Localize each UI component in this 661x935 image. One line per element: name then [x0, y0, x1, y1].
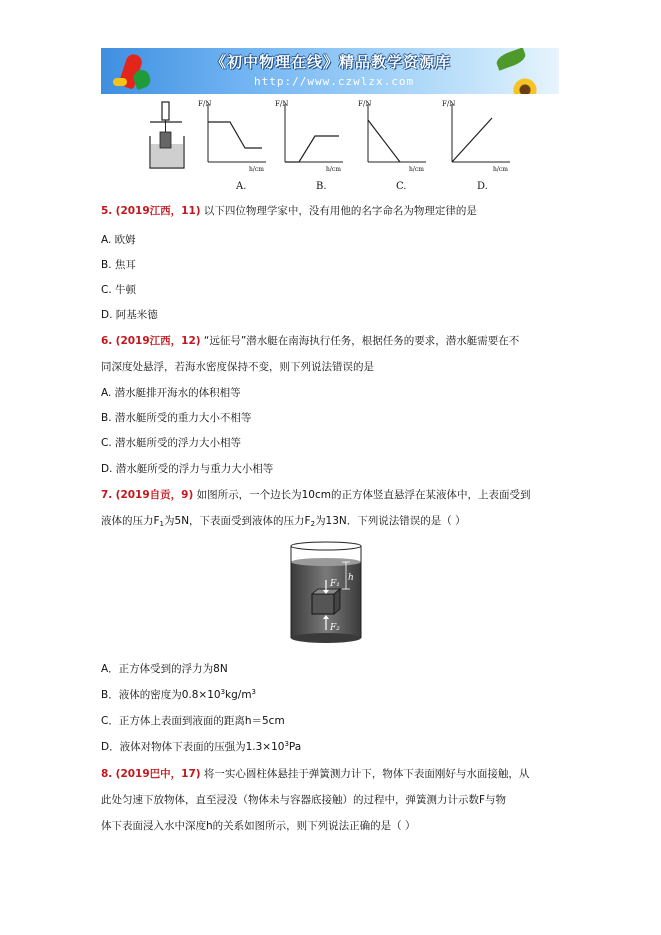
q7-stem-part-a: 液体的压力F — [101, 515, 160, 527]
figure-f1-label: F₁ — [330, 579, 340, 589]
header-title: 《初中物理在线》精品教学资源库 — [211, 53, 452, 71]
q7-option-d-unit: Pa — [288, 741, 302, 753]
q7-stem-line2 — [101, 516, 466, 527]
q5-source: (2019江西，11) — [115, 205, 201, 217]
q7-option-d — [101, 742, 301, 753]
logo-yellow-shape — [113, 78, 127, 86]
q8-number: 8. — [101, 768, 113, 780]
cylinder-cube-figure — [288, 540, 364, 648]
q6-option-d: D. 潜水艇所受的浮力与重力大小相等 — [101, 463, 274, 475]
graph-a-xlabel: h/cm — [249, 166, 264, 173]
q8-stem-text1: 将一实心圆柱体悬挂于弹簧测力计下，物体下表面刚好与水面接触，从 — [203, 768, 530, 780]
graph-d-label: D. — [477, 181, 488, 192]
q7-option-b-unit-exponent: 3 — [251, 688, 257, 696]
q8-stem-line1 — [101, 769, 529, 780]
leaf-decoration — [495, 48, 528, 71]
graph-c-label: C. — [396, 181, 407, 192]
graph-d-xlabel: h/cm — [493, 166, 508, 173]
q7-option-c: C．正方体上表面到液面的距离h＝5cm — [101, 715, 285, 727]
q7-stem-text1: 如图所示，一个边长为10cm的正方体竖直悬浮在某液体中，上表面受到 — [196, 489, 531, 501]
q5-option-b: B. 焦耳 — [101, 259, 136, 271]
figure-f2-label: F₂ — [330, 623, 340, 633]
q7-option-b — [101, 690, 256, 701]
q5-option-c: C. 牛顿 — [101, 284, 137, 296]
graph-c-xlabel: h/cm — [409, 166, 424, 173]
graph-a — [200, 100, 270, 170]
q6-option-b: B. 潜水艇所受的重力大小不相等 — [101, 412, 252, 424]
q6-stem-line2: 同深度处悬浮，若海水密度保持不变，则下列说法错误的是 — [101, 361, 374, 373]
q7-option-a: A．正方体受到的浮力为8N — [101, 663, 228, 675]
q6-stem-text1: “远征号”潜水艇在南海执行任务，根据任务的要求，潜水艇需要在不 — [203, 335, 520, 347]
q6-number: 6. — [101, 335, 113, 347]
q6-source: (2019江西，12) — [115, 335, 201, 347]
q7-stem-part-c: 为13N．下列说法错误的是（ ） — [315, 515, 466, 527]
q7-option-d-exponent: 3 — [284, 740, 289, 748]
graph-d — [444, 100, 514, 170]
q5-number: 5. — [101, 205, 113, 217]
graph-b-ylabel: F/N — [275, 100, 289, 108]
q8-stem-line3: 体下表面浸入水中深度h的关系如图所示，则下列说法正确的是（ ） — [101, 820, 416, 832]
q6-option-c: C. 潜水艇所受的浮力大小相等 — [101, 437, 242, 449]
apparatus-figure — [140, 100, 200, 172]
header-url: http://www.czwlzx.com — [254, 75, 415, 88]
q5-option-a: A. 欧姆 — [101, 234, 136, 246]
graph-d-ylabel: F/N — [442, 100, 456, 108]
graph-a-label: A. — [236, 181, 247, 192]
header-banner — [101, 48, 559, 94]
q7-number: 7. — [101, 489, 113, 501]
q6-option-a: A. 潜水艇排开海水的体积相等 — [101, 387, 241, 399]
q7-stem-part-b: 为5N，下表面受到液体的压力F — [164, 515, 311, 527]
q7-f2-subscript: 2 — [310, 520, 316, 528]
q7-f1-subscript: 1 — [159, 520, 165, 528]
q5-stem — [101, 206, 477, 217]
q8-source: (2019巴中，17) — [115, 768, 201, 780]
q7-stem-line1 — [101, 490, 531, 501]
q7-source: (2019自贡，9) — [115, 489, 194, 501]
q6-stem-line1 — [101, 336, 519, 347]
graph-a-ylabel: F/N — [198, 100, 212, 108]
graph-c — [360, 100, 430, 170]
figure-h-label: h — [348, 573, 354, 583]
sunflower-small-decoration — [511, 76, 539, 94]
q5-option-d: D. 阿基米德 — [101, 309, 158, 321]
q8-stem-line2: 此处匀速下放物体，直至浸没（物体未与容器底接触）的过程中，弹簧测力计示数F与物 — [101, 794, 507, 806]
q7-option-b-unit: kg/m — [225, 689, 252, 701]
q7-option-b-exponent: 3 — [220, 688, 226, 696]
q5-stem-text: 以下四位物理学家中，没有用他的名字命名为物理定律的是 — [203, 205, 477, 217]
graph-b — [277, 100, 347, 170]
graph-b-label: B. — [316, 181, 327, 192]
q7-option-b-text: B．液体的密度为0.8×10 — [101, 689, 221, 701]
q7-option-d-text: D．液体对物体下表面的压强为1.3×10 — [101, 741, 285, 753]
graph-b-xlabel: h/cm — [326, 166, 341, 173]
graph-c-ylabel: F/N — [358, 100, 372, 108]
